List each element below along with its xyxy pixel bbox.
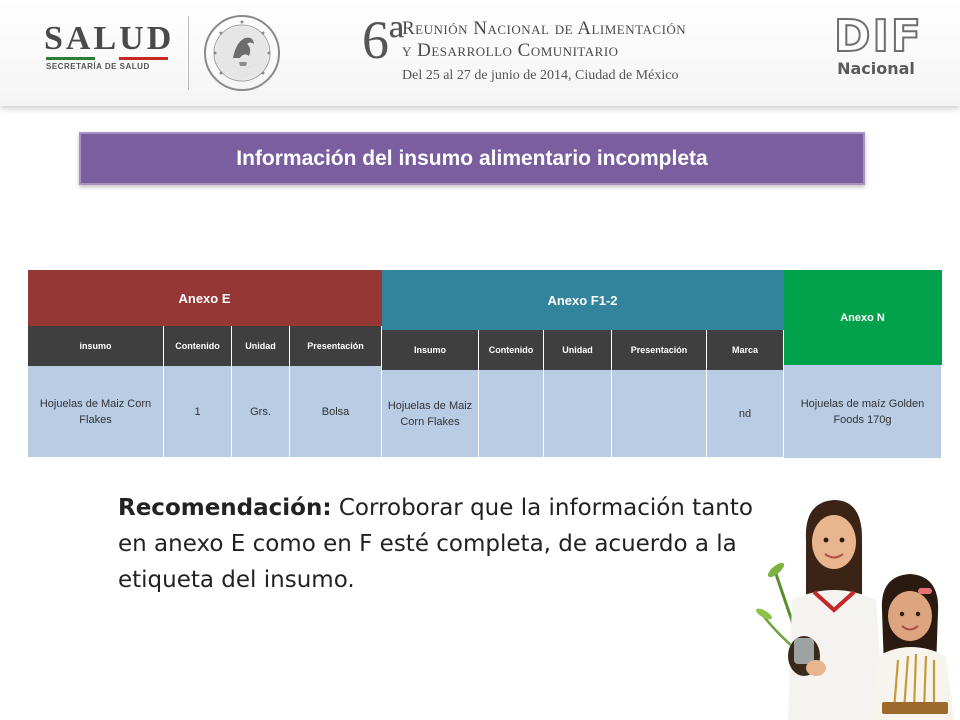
recommendation-label: Recomendación: (118, 495, 332, 521)
anexo-f-col-presentacion: Presentación (612, 330, 707, 370)
anexo-e-col-insumo: insumo (28, 326, 164, 366)
anexo-e-cell-insumo: Hojuelas de Maiz Corn Flakes (28, 366, 164, 457)
recommendation-text (118, 490, 758, 598)
anexo-e-table (27, 270, 382, 457)
event-title-line1: Reunión Nacional de Alimentación (402, 18, 687, 39)
anexo-f-heading: Anexo F1-2 (382, 270, 784, 330)
anexo-e-col-unidad: Unidad (232, 326, 290, 366)
salud-logo-stripe (46, 57, 168, 60)
anexo-e-col-contenido: Contenido (164, 326, 232, 366)
anexo-f-col-unidad: Unidad (544, 330, 612, 370)
mexico-seal-icon (203, 14, 281, 92)
anexo-n-table (783, 270, 942, 458)
recommendation-body: Corroborar que la información tanto en anexo E como en F esté completa, de acuerdo a la etiqueta del insumo. (118, 495, 753, 593)
anexo-f-cell-marca: nd (707, 370, 784, 457)
anexo-f-data-row (382, 370, 784, 457)
anexo-f-table (381, 270, 784, 457)
dif-logo-word: DIF (834, 11, 923, 62)
dif-logo-subtitle: Nacional (837, 59, 915, 78)
anexo-e-data-row (28, 366, 382, 457)
header-banner (0, 0, 960, 106)
event-number: 6ª (362, 10, 404, 70)
salud-subtitle: SECRETARÍA DE SALUD (46, 62, 150, 71)
anexo-f-column-row (382, 330, 784, 370)
event-date: Del 25 al 27 de junio de 2014, Ciudad de México (402, 68, 679, 83)
slide-title: Información del insumo alimentario incompleta (79, 132, 865, 185)
anexo-n-cell-insumo: Hojuelas de maíz Golden Foods 170g (784, 365, 942, 458)
anexo-f-col-contenido: Contenido (479, 330, 544, 370)
anexo-e-cell-contenido: 1 (164, 366, 232, 457)
salud-logo: SALUD (44, 20, 175, 57)
event-title-line2: y Desarrollo Comunitario (402, 40, 619, 61)
anexo-n-data-row (784, 365, 942, 458)
children-photo (754, 488, 960, 720)
anexo-e-cell-unidad: Grs. (232, 366, 290, 457)
anexo-f-cell-unidad (544, 370, 612, 457)
anexo-f-col-insumo: Insumo (382, 330, 479, 370)
anexo-e-column-row (28, 326, 382, 366)
anexo-f-cell-presentacion (612, 370, 707, 457)
header-divider (188, 16, 189, 90)
anexo-f-cell-contenido (479, 370, 544, 457)
anexo-n-heading-row (784, 270, 942, 365)
anexo-f-heading-row (382, 270, 784, 330)
anexo-e-cell-presentacion: Bolsa (290, 366, 382, 457)
anexo-f-cell-insumo: Hojuelas de Maiz Corn Flakes (382, 370, 479, 457)
anexo-e-heading-row (28, 270, 382, 326)
dif-logo (834, 11, 923, 78)
anexo-e-heading: Anexo E (28, 270, 382, 326)
anexo-n-heading: Anexo N (784, 270, 942, 365)
anexo-f-col-marca: Marca (707, 330, 784, 370)
anexo-e-col-presentacion: Presentación (290, 326, 382, 366)
